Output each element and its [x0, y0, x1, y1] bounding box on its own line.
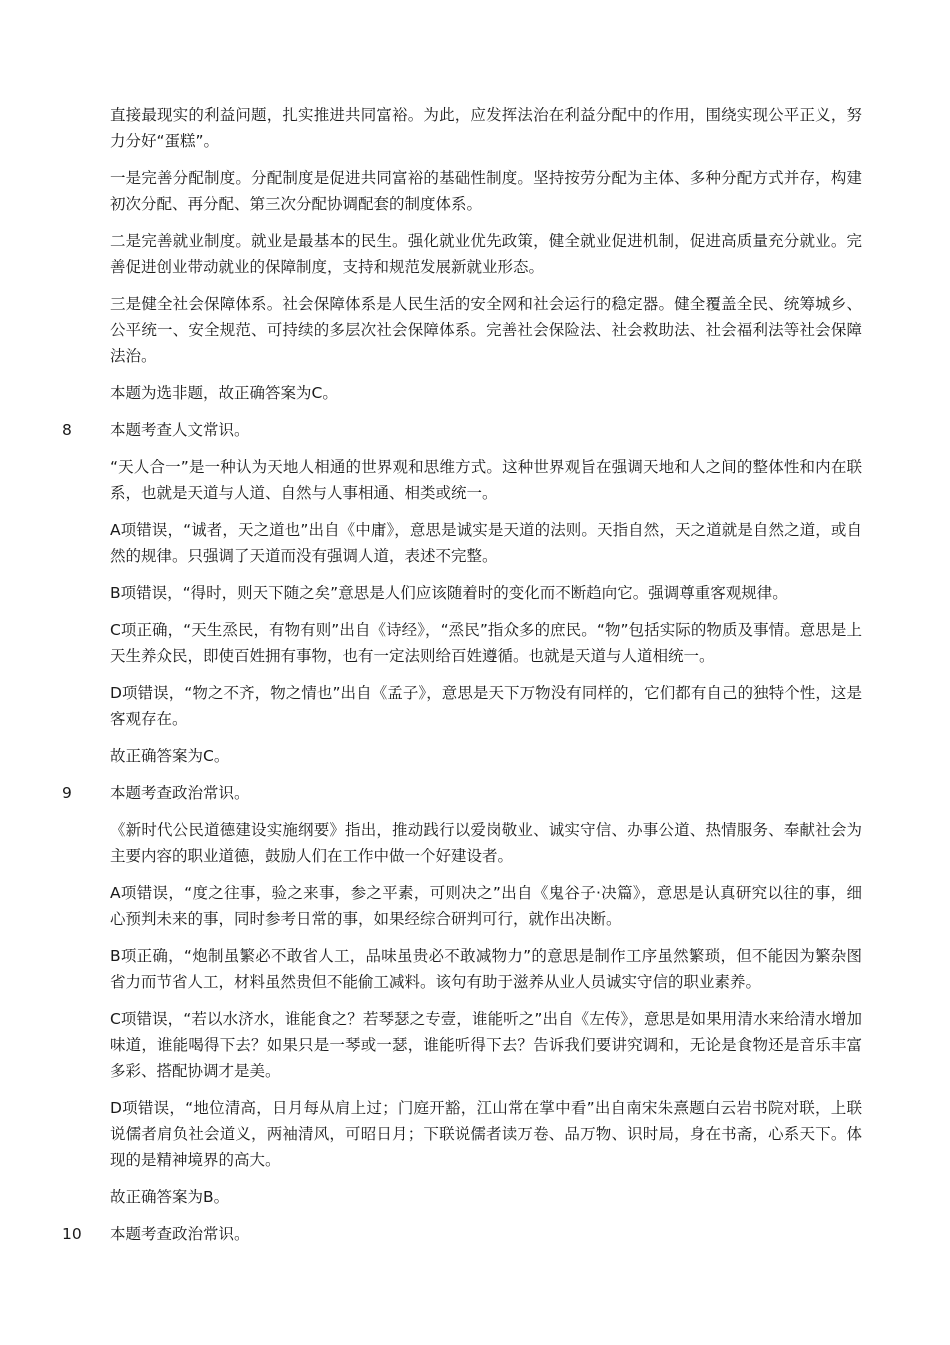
- answer-conclusion: 故正确答案为B。: [110, 1188, 230, 1206]
- option-c-analysis: C项正确，“天生烝民，有物有则”出自《诗经》，“烝民”指众多的庶民。“物”包括实际的物质及事情。意思是上天生养众民，即使百姓拥有事物，也有一定法则给百姓遵循。也就是天道与人道相统一。: [110, 621, 862, 665]
- paragraph: “天人合一”是一种认为天地人相通的世界观和思维方式。这种世界观旨在强调天地和人之间的整体性和内在联系，也就是天道与人道、自然与人事相通、相类或统一。: [110, 458, 862, 502]
- option-b-analysis: B项正确，“炮制虽繁必不敢省人工，品味虽贵必不敢减物力”的意思是制作工序虽然繁琐，但不能因为繁杂图省力而节省人工，材料虽然贵但不能偷工减料。该句有助于滋养从业人员诚实守信的职业素养。: [110, 947, 862, 991]
- answer-explanations: [62, 102, 862, 1258]
- question-topic: 本题考查政治常识。: [110, 784, 250, 802]
- option-a-analysis: A项错误，“诚者，天之道也”出自《中庸》，意思是诚实是天道的法则。天指自然，天之道就是自然之道，或自然的规律。只强调了天道而没有强调人道，表述不完整。: [110, 521, 862, 565]
- question-topic: 本题考查政治常识。: [110, 1225, 250, 1243]
- question-8-explanation: [62, 417, 862, 443]
- option-d-analysis: D项错误，“地位清高，日月每从肩上过；门庭开豁，江山常在掌中看”出自南宋朱熹题白云岩书院对联，上联说儒者肩负社会道义，两袖清风，可昭日月；下联说儒者读万卷、品万物、识时局，身在书斋，心系天下。体现的是精神境界的高大。: [110, 1099, 862, 1169]
- question-number: 10: [62, 1225, 82, 1243]
- question-10-explanation: [62, 1221, 862, 1247]
- answer-conclusion: 本题为选非题，故正确答案为C。: [110, 384, 338, 402]
- paragraph: 直接最现实的利益问题，扎实推进共同富裕。为此，应发挥法治在利益分配中的作用，围绕实现公平正义，努力分好“蛋糕”。: [110, 106, 862, 150]
- paragraph: 《新时代公民道德建设实施纲要》指出，推动践行以爱岗敬业、诚实守信、办事公道、热情服务、奉献社会为主要内容的职业道德，鼓励人们在工作中做一个好建设者。: [110, 821, 862, 865]
- paragraph: 一是完善分配制度。分配制度是促进共同富裕的基础性制度。坚持按劳分配为主体、多种分配方式并存，构建初次分配、再分配、第三次分配协调配套的制度体系。: [110, 169, 862, 213]
- question-number: 9: [62, 784, 72, 802]
- option-d-analysis: D项错误，“物之不齐，物之情也”出自《孟子》，意思是天下万物没有同样的，它们都有自己的独特个性，这是客观存在。: [110, 684, 862, 728]
- question-9-explanation: [62, 780, 862, 806]
- answer-conclusion: 故正确答案为C。: [110, 747, 230, 765]
- paragraph: 二是完善就业制度。就业是最基本的民生。强化就业优先政策，健全就业促进机制，促进高质量充分就业。完善促进创业带动就业的保障制度，支持和规范发展新就业形态。: [110, 232, 862, 276]
- option-c-analysis: C项错误，“若以水济水，谁能食之？若琴瑟之专壹，谁能听之”出自《左传》，意思是如果用清水来给清水增加味道，谁能喝得下去？如果只是一琴或一瑟，谁能听得下去？告诉我们要讲究调和，无论是食物还是音乐丰富多彩、搭配协调才是美。: [110, 1010, 862, 1080]
- option-b-analysis: B项错误，“得时，则天下随之矣”意思是人们应该随着时的变化而不断趋向它。强调尊重客观规律。: [110, 584, 788, 602]
- question-number: 8: [62, 421, 72, 439]
- option-a-analysis: A项错误，“度之往事，验之来事，参之平素，可则决之”出自《鬼谷子·决篇》，意思是认真研究以往的事，细心预判未来的事，同时参考日常的事，如果经综合研判可行，就作出决断。: [110, 884, 862, 928]
- paragraph: 三是健全社会保障体系。社会保障体系是人民生活的安全网和社会运行的稳定器。健全覆盖全民、统筹城乡、公平统一、安全规范、可持续的多层次社会保障体系。完善社会保险法、社会救助法、社会福利法等社会保障法治。: [110, 295, 862, 365]
- question-topic: 本题考查人文常识。: [110, 421, 250, 439]
